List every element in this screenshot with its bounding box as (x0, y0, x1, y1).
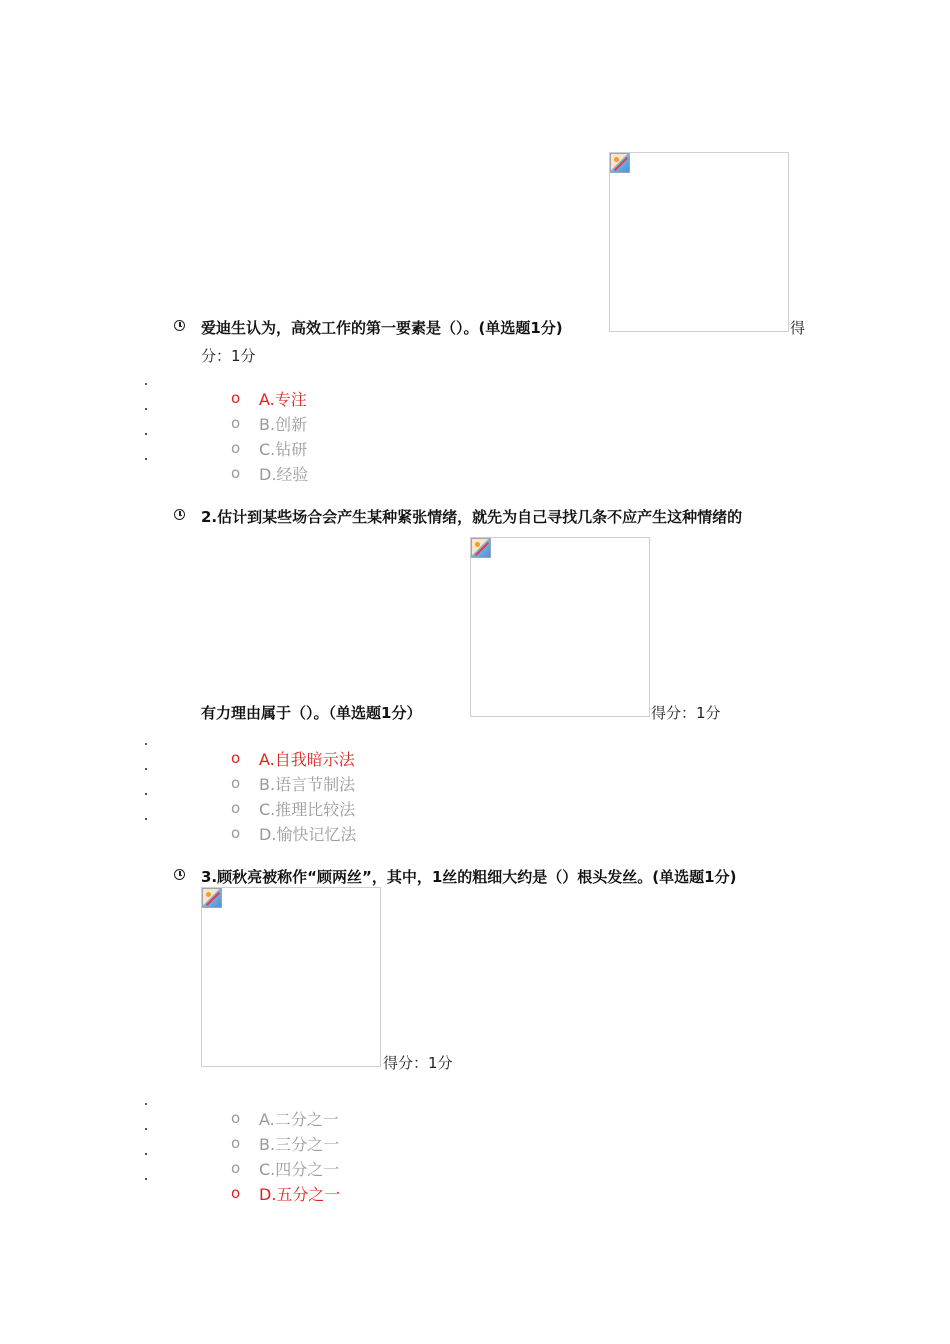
question-2-text-line1: 2.估计到某些场合会产生某种紧张情绪，就先为自己寻找几条不应产生这种情绪的 (201, 508, 743, 526)
option-label: D.五分之一 (259, 1185, 341, 1204)
clock-icon (174, 509, 185, 520)
bullet: o (231, 389, 241, 407)
list-dot (145, 768, 147, 770)
bullet: o (231, 439, 241, 457)
broken-image-icon (471, 538, 491, 558)
option-label: A.专注 (259, 390, 307, 409)
bullet: o (231, 749, 241, 767)
clock-icon (174, 320, 185, 331)
question-3-image (201, 887, 381, 1067)
option-label: C.四分之一 (259, 1160, 340, 1179)
option-label: B.语言节制法 (259, 775, 356, 794)
list-dot (145, 383, 147, 385)
list-dot (145, 743, 147, 745)
list-dot (145, 1128, 147, 1130)
bullet: o (231, 464, 241, 482)
question-1-image (609, 152, 789, 332)
question-1-score-prefix: 得 (790, 319, 806, 337)
option-label: C.推理比较法 (259, 800, 356, 819)
option-label: D.经验 (259, 465, 309, 484)
list-dot (145, 433, 147, 435)
broken-image-icon (610, 153, 630, 173)
question-3-text: 3.顾秋亮被称作“顾两丝”，其中，1丝的粗细大约是（）根头发丝。(单选题1分) (201, 868, 737, 886)
list-dot (145, 1153, 147, 1155)
bullet: o (231, 414, 241, 432)
broken-image-icon (202, 888, 222, 908)
bullet: o (231, 1134, 241, 1152)
bullet: o (231, 1109, 241, 1127)
question-1-score: 分：1分 (201, 347, 256, 365)
list-dot (145, 1103, 147, 1105)
option-label: A.二分之一 (259, 1110, 339, 1129)
list-dot (145, 1178, 147, 1180)
list-dot (145, 458, 147, 460)
list-dot (145, 793, 147, 795)
bullet: o (231, 774, 241, 792)
option-label: D.愉快记忆法 (259, 825, 357, 844)
question-2-image (470, 537, 650, 717)
option-label: B.三分之一 (259, 1135, 340, 1154)
option-label: B.创新 (259, 415, 308, 434)
bullet: o (231, 799, 241, 817)
option-label: C.钻研 (259, 440, 308, 459)
question-1-text: 爱迪生认为，高效工作的第一要素是（）。(单选题1分) (201, 319, 563, 337)
option-label: A.自我暗示法 (259, 750, 355, 769)
bullet: o (231, 824, 241, 842)
bullet: o (231, 1159, 241, 1177)
bullet: o (231, 1184, 241, 1202)
question-2-text-line2: 有力理由属于（）。（单选题1分） (201, 704, 422, 722)
question-2-score: 得分：1分 (651, 704, 721, 722)
list-dot (145, 408, 147, 410)
list-dot (145, 818, 147, 820)
question-3-score: 得分：1分 (383, 1054, 453, 1072)
clock-icon (174, 869, 185, 880)
